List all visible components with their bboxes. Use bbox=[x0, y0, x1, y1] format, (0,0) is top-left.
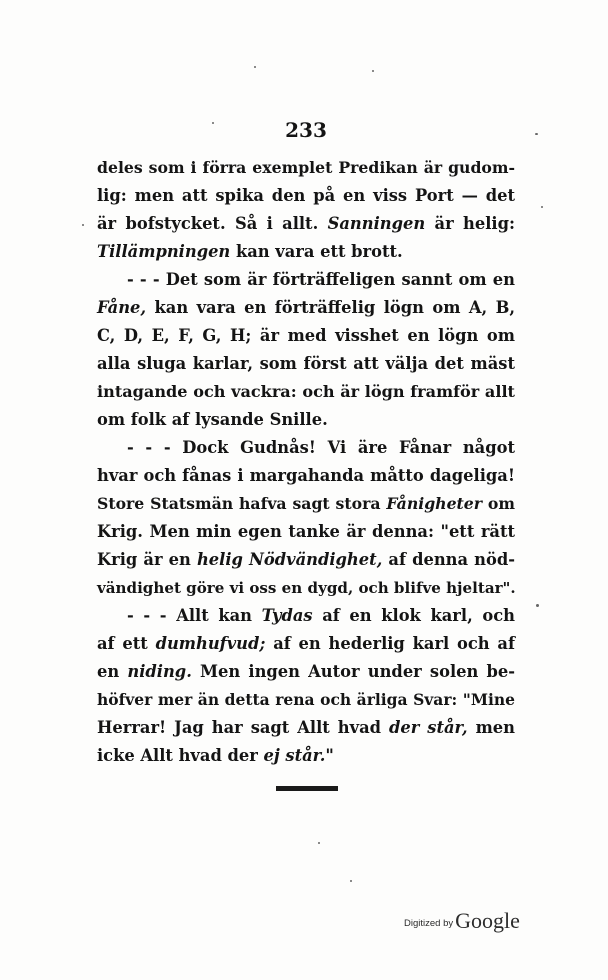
page-number: 233 bbox=[285, 118, 327, 142]
text-line: icke Allt hvad der ej står." bbox=[97, 746, 334, 765]
text-line: höfver mer än detta rena och ärliga Svar: "Mine bbox=[97, 690, 515, 709]
text-line: Store Statsmän hafva sagt stora Fånigheter om bbox=[97, 494, 515, 513]
text-line: af ett dumhufvud; af en hederlig karl och af bbox=[97, 634, 515, 653]
digitized-watermark bbox=[404, 908, 520, 938]
scan-speck bbox=[212, 122, 214, 124]
text-line: C, D, E, F, G, H; är med visshet en lögn om bbox=[97, 326, 515, 345]
scan-speck bbox=[536, 604, 539, 607]
scan-speck bbox=[350, 880, 352, 882]
text-line: - - - Allt kan Tydas af en klok karl, och bbox=[127, 606, 515, 625]
text-line: alla sluga karlar, som först att välja det mäst bbox=[97, 354, 515, 373]
text-line: lig: men att spika den på en viss Port — det bbox=[97, 186, 515, 205]
text-line: intagande och vackra: och är lögn framför allt bbox=[97, 382, 515, 401]
scan-speck bbox=[254, 66, 256, 68]
text-line: en niding. Men ingen Autor under solen be- bbox=[97, 662, 515, 681]
text-line: Tillämpningen kan vara ett brott. bbox=[97, 242, 403, 261]
google-logo: Google bbox=[455, 908, 520, 933]
scan-speck bbox=[541, 206, 543, 208]
text-line: Krig. Men min egen tanke är denna: "ett rätt bbox=[97, 522, 515, 541]
scan-speck bbox=[318, 842, 320, 844]
scan-speck bbox=[82, 224, 84, 226]
watermark-prefix: Digitized by bbox=[404, 918, 454, 929]
text-line: vändighet göre vi oss en dygd, och blifve hjeltar". bbox=[97, 579, 516, 597]
text-line: Fåne, kan vara en förträffelig lögn om A, B, bbox=[97, 298, 515, 317]
scan-speck bbox=[535, 133, 538, 135]
text-line: om folk af lysande Snille. bbox=[97, 410, 328, 429]
text-line: är bofstycket. Så i allt. Sanningen är helig: bbox=[97, 214, 515, 233]
text-line: - - - Dock Gudnås! Vi äre Fånar något bbox=[127, 438, 515, 457]
scan-speck bbox=[372, 70, 374, 72]
text-line: deles som i förra exemplet Predikan är gudom- bbox=[97, 158, 515, 177]
text-line: - - - Det som är förträffeligen sannt om en bbox=[127, 270, 515, 289]
text-line: hvar och fånas i margahanda måtto dageliga! bbox=[97, 466, 515, 485]
text-line: Krig är en helig Nödvändighet, af denna nöd- bbox=[97, 550, 515, 569]
section-rule bbox=[276, 786, 338, 791]
text-line: Herrar! Jag har sagt Allt hvad der står, men bbox=[97, 718, 515, 737]
